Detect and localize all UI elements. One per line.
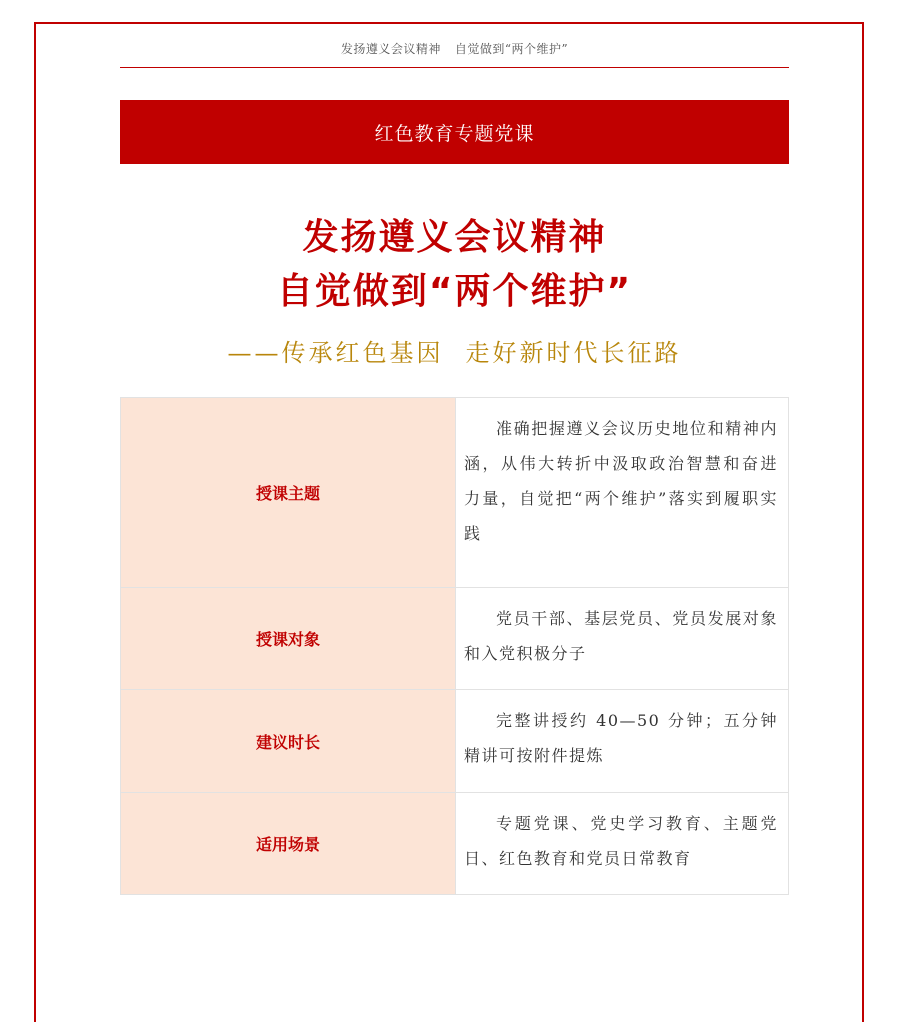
row-value-duration: 完整讲授约 40—50 分钟；五分钟精讲可按附件提炼 xyxy=(456,690,789,793)
course-info-table xyxy=(120,397,789,895)
table-row xyxy=(121,793,789,895)
main-title-line1: 发扬遵义会议精神 xyxy=(302,217,607,258)
main-title-line2: 自觉做到“两个维护” xyxy=(276,271,633,312)
table-row xyxy=(121,690,789,793)
subtitle-part1: ——传承红色基因 xyxy=(227,339,444,367)
row-key-duration: 建议时长 xyxy=(121,690,456,793)
running-header xyxy=(120,40,789,57)
row-key-scenario: 适用场景 xyxy=(121,793,456,895)
table-row xyxy=(121,588,789,690)
header-divider xyxy=(120,67,789,68)
subtitle xyxy=(120,333,789,368)
section-banner xyxy=(120,100,789,164)
row-value-topic: 准确把握遵义会议历史地位和精神内涵，从伟大转折中汲取政治智慧和奋进力量，自觉把“两个维护”落实到履职实践 xyxy=(456,398,789,588)
row-value-scenario: 专题党课、党史学习教育、主题党日、红色教育和党员日常教育 xyxy=(456,793,789,895)
running-header-left: 发扬遵义会议精神 xyxy=(340,42,441,56)
banner-label: 红色教育专题党课 xyxy=(374,122,535,145)
row-value-audience: 党员干部、基层党员、党员发展对象和入党积极分子 xyxy=(456,588,789,690)
running-header-right: 自觉做到“两个维护” xyxy=(454,42,569,56)
subtitle-part2: 走好新时代长征路 xyxy=(465,339,682,367)
table-row xyxy=(121,398,789,588)
row-key-audience: 授课对象 xyxy=(121,588,456,690)
row-key-topic: 授课主题 xyxy=(121,398,456,588)
